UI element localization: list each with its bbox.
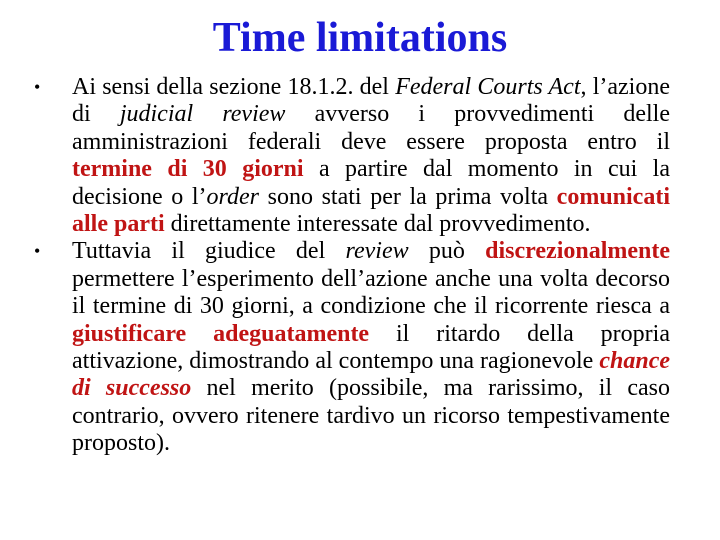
highlighted-italic-text: chance di successo <box>72 348 670 402</box>
text-run: nel merito (possibile, ma rarissimo, il caso contrario, ovvero ritenere tardivo un ricorso tempestivamente proposto). <box>72 375 671 457</box>
bullet-list <box>34 74 670 458</box>
bullet-icon: • <box>34 77 41 97</box>
text-run: direttamente interessate dal provvedimento. <box>164 211 591 238</box>
highlighted-text: giustificare adeguatamente <box>72 320 370 347</box>
italic-text: judicial review <box>119 101 286 128</box>
text-run: il ritardo della propria attivazione, dimostrando al contempo una ragionevole <box>72 320 670 375</box>
italic-text: Federal Courts Act <box>395 74 581 100</box>
text-run: Tuttavia il giudice del <box>72 238 346 265</box>
text-run: avverso i provvedimenti delle amministrazioni federali deve essere proposta entro il <box>72 101 671 155</box>
italic-text: order <box>206 183 259 210</box>
bullet-icon: • <box>34 241 41 262</box>
highlighted-text: termine di 30 giorni <box>72 156 304 183</box>
text-run: , l’azione di <box>72 74 670 128</box>
list-item <box>34 238 670 457</box>
highlighted-text: discrezionalmente <box>485 238 671 265</box>
text-run: permettere l’esperimento dell’azione anche una volta decorso il termine di 30 giorni, a condizione che il ricorrente riesca a <box>72 265 670 320</box>
text-run: sono stati per la prima volta <box>259 183 557 210</box>
italic-text: review <box>345 238 409 265</box>
text-run: Ai sensi della sezione 18.1.2. del <box>72 74 396 100</box>
highlighted-text: comunicati alle parti <box>72 183 670 238</box>
text-run: può <box>408 238 486 265</box>
slide-title: Time limitations <box>212 15 508 61</box>
list-item <box>34 74 670 238</box>
text-run: a partire dal momento in cui la decisione o l’ <box>72 156 670 210</box>
